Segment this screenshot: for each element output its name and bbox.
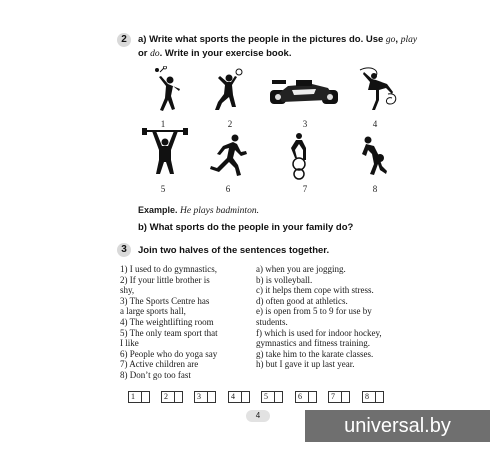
answer-box-label: 5 [264, 392, 268, 401]
list-item: c) it helps them cope with stress. [256, 285, 374, 296]
list-item: students. [256, 316, 288, 327]
answer-box-label: 3 [197, 392, 201, 401]
instruction-text-3: . Write in your exercise book. [159, 48, 292, 59]
picture-label: 2 [227, 119, 233, 129]
list-item: 3) The Sports Centre has [120, 295, 210, 306]
answer-box-6[interactable] [295, 391, 317, 403]
runner-icon [205, 130, 255, 180]
list-item: g) take him to the karate classes. [256, 348, 374, 359]
picture-label: 6 [225, 184, 231, 194]
answer-box-label: 4 [231, 392, 235, 401]
list-item: I like [120, 338, 139, 349]
list-item: f) which is used for indoor hockey, [256, 327, 382, 338]
list-item: h) but I gave it up last year. [256, 359, 355, 370]
list-item: a large sports hall, [120, 306, 186, 317]
picture-label: 8 [372, 184, 378, 194]
answer-box-2[interactable] [161, 391, 183, 403]
list-item: 8) Don’t go too fast [120, 369, 191, 380]
instruction-text: a) Write what sports the people in the pictures do. Use [138, 34, 386, 45]
list-item: 2) If your little brother is [120, 274, 210, 285]
weightlifter-icon [140, 128, 190, 178]
word-go: go [385, 35, 396, 45]
exercise-3-instruction: Join two halves of the sentences together. [138, 245, 330, 256]
exercise-2-number: 2 [117, 33, 131, 47]
list-item: a) when you are jogging. [256, 264, 346, 274]
picture-label: 4 [372, 119, 378, 129]
list-item: gymnastics and fitness training. [256, 338, 370, 349]
exercise-2b-instruction: b) What sports do the people in your family do? [138, 222, 354, 233]
sentence-beginnings [120, 264, 250, 381]
racing-car-icon [268, 74, 340, 112]
page-number: 4 [246, 410, 270, 422]
answer-box-5[interactable] [261, 391, 283, 403]
word-play: play [400, 35, 418, 45]
answer-box-1[interactable] [128, 391, 150, 403]
answer-box-label: 7 [331, 392, 335, 401]
list-item: 6) People who do yoga say [120, 348, 218, 359]
list-item: 1) I used to do gymnastics, [120, 264, 217, 274]
answer-box-label: 8 [365, 392, 369, 401]
exercise-2a-instruction [138, 33, 478, 61]
instruction-text-2: or [138, 48, 151, 59]
list-item: 7) Active children are [120, 359, 199, 370]
picture-label: 5 [160, 184, 166, 194]
answer-box-3[interactable] [194, 391, 216, 403]
bowler-icon [352, 130, 402, 180]
answer-box-label: 1 [131, 392, 135, 401]
list-item: 4) The weightlifting room [120, 316, 214, 327]
answer-box-8[interactable] [362, 391, 384, 403]
answer-box-label: 6 [298, 392, 302, 401]
list-item: 5) The only team sport that [120, 327, 218, 338]
example-text: He plays badminton. [180, 206, 259, 216]
picture-label: 7 [302, 184, 308, 194]
picture-label: 1 [160, 119, 166, 129]
volleyball-player-icon [205, 66, 255, 116]
gymnast-ribbon-icon [352, 64, 402, 114]
example-label: Example. [138, 205, 178, 215]
picture-label: 3 [302, 119, 308, 129]
badminton-player-icon [145, 66, 195, 116]
list-item: b) is volleyball. [256, 274, 313, 285]
exercise-3-number: 3 [117, 243, 131, 257]
answer-box-7[interactable] [328, 391, 350, 403]
list-item: d) often good at athletics. [256, 295, 348, 306]
answer-box-4[interactable] [228, 391, 250, 403]
list-item: shy, [120, 285, 135, 296]
list-item: e) is open from 5 to 9 for use by [256, 306, 372, 317]
cyclist-icon [279, 130, 319, 180]
sentence-endings [256, 264, 416, 370]
example-line [138, 205, 259, 216]
watermark-text: universal.by [305, 410, 490, 442]
sep: , [395, 34, 401, 45]
answer-box-label: 2 [164, 392, 168, 401]
word-do: do [150, 49, 160, 59]
